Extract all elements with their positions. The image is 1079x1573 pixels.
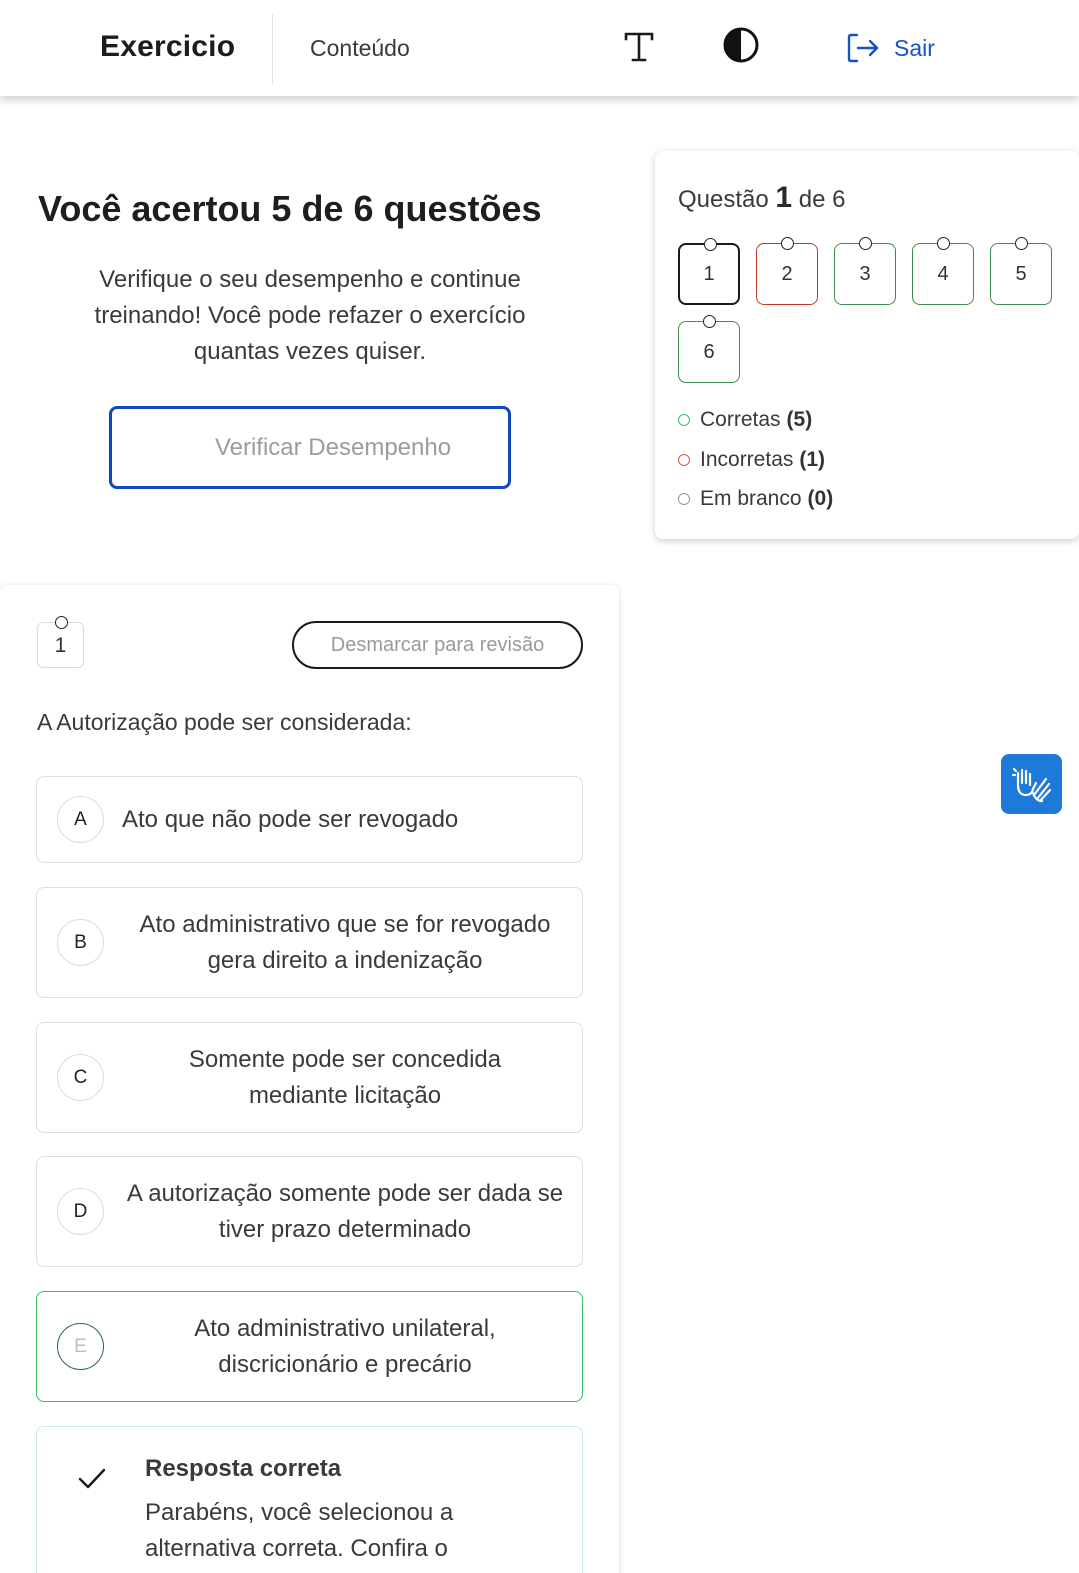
option-text: Ato que não pode ser revogado bbox=[122, 805, 459, 833]
correct-indicator-icon bbox=[678, 414, 690, 426]
question-nav-button-5[interactable] bbox=[990, 243, 1052, 305]
review-marker-icon bbox=[781, 237, 794, 250]
option-text: Ato administrativo que se for revogado gera direito a indenização bbox=[139, 910, 551, 974]
option-e[interactable] bbox=[36, 1291, 583, 1402]
question-nav-button-4[interactable] bbox=[912, 243, 974, 305]
question-number: 1 bbox=[54, 634, 67, 657]
top-header bbox=[0, 0, 1079, 96]
question-number-badge bbox=[37, 622, 84, 668]
question-nav-label: 2 bbox=[781, 262, 793, 285]
option-letter: D bbox=[57, 1188, 104, 1235]
brand-title: Exercicio bbox=[100, 30, 236, 63]
question-nav-label: 1 bbox=[703, 262, 715, 285]
question-nav-label: 4 bbox=[937, 262, 949, 285]
question-counter-current: 1 bbox=[775, 181, 793, 214]
review-marker-icon bbox=[55, 616, 68, 629]
legend-label: Em branco bbox=[700, 487, 802, 510]
option-letter: B bbox=[57, 919, 104, 966]
sign-language-button[interactable] bbox=[1001, 754, 1062, 814]
feedback-text: Parabéns, você selecionou a alternativa correta. Confira o bbox=[145, 1499, 454, 1562]
review-marker-icon bbox=[1015, 237, 1028, 250]
blank-indicator-icon bbox=[678, 493, 690, 505]
incorrect-indicator-icon bbox=[678, 454, 690, 466]
legend-incorrect bbox=[678, 448, 825, 472]
option-c[interactable] bbox=[36, 1022, 583, 1133]
legend-blank bbox=[678, 487, 833, 511]
result-description: Verifique o seu desempenho e continue treinando! Você pode refazer o exercício quantas vezes quiser. bbox=[94, 266, 526, 365]
question-counter-prefix: Questão bbox=[678, 186, 769, 213]
unmark-review-button[interactable]: Desmarcar para revisão bbox=[292, 621, 583, 669]
question-card bbox=[0, 585, 619, 1573]
option-letter: E bbox=[57, 1323, 104, 1370]
logout-button[interactable] bbox=[846, 30, 935, 66]
option-d[interactable] bbox=[36, 1156, 583, 1267]
option-text: A autorização somente pode ser dada se tiver prazo determinado bbox=[126, 1179, 564, 1243]
legend-correct bbox=[678, 408, 812, 432]
question-prompt: A Autorização pode ser considerada: bbox=[37, 709, 412, 735]
review-marker-icon bbox=[703, 315, 716, 328]
logout-label: Sair bbox=[894, 34, 935, 61]
question-nav-button-3[interactable] bbox=[834, 243, 896, 305]
logout-icon bbox=[846, 32, 880, 64]
contrast-toggle-button[interactable] bbox=[722, 26, 760, 64]
question-nav-button-1[interactable] bbox=[678, 243, 740, 305]
option-text: Ato administrativo unilateral, discricionário e precário bbox=[194, 1314, 496, 1378]
question-nav-label: 6 bbox=[703, 340, 715, 363]
option-letter: A bbox=[57, 796, 104, 843]
result-title: Você acertou 5 de 6 questões bbox=[38, 188, 542, 229]
question-counter bbox=[678, 181, 845, 215]
review-marker-icon bbox=[859, 237, 872, 250]
question-nav-label: 5 bbox=[1015, 262, 1027, 285]
legend-count: (1) bbox=[799, 448, 826, 471]
option-a[interactable] bbox=[36, 776, 583, 863]
option-letter: C bbox=[57, 1054, 104, 1101]
font-size-button[interactable] bbox=[620, 26, 658, 66]
question-navigator-card bbox=[655, 151, 1079, 539]
text-size-icon bbox=[620, 26, 658, 66]
checkmark-icon bbox=[77, 1467, 107, 1491]
verify-performance-button[interactable]: Verificar Desempenho bbox=[109, 406, 511, 489]
legend-count: (5) bbox=[786, 408, 813, 431]
question-nav-label: 3 bbox=[859, 262, 871, 285]
option-b[interactable] bbox=[36, 887, 583, 998]
feedback-title: Resposta correta bbox=[145, 1455, 342, 1482]
legend-count: (0) bbox=[807, 487, 834, 510]
option-text: Somente pode ser concedida mediante licitação bbox=[188, 1045, 502, 1109]
header-divider bbox=[272, 14, 273, 84]
answer-feedback bbox=[36, 1426, 583, 1573]
question-counter-suffix: de 6 bbox=[798, 186, 846, 213]
legend-label: Incorretas bbox=[700, 448, 794, 471]
review-marker-icon bbox=[704, 238, 717, 251]
legend-label: Corretas bbox=[700, 408, 781, 431]
question-nav-button-6[interactable] bbox=[678, 321, 740, 383]
sign-language-hands-icon bbox=[1012, 765, 1052, 803]
contrast-icon bbox=[722, 26, 760, 64]
question-nav-button-2[interactable] bbox=[756, 243, 818, 305]
review-marker-icon bbox=[937, 237, 950, 250]
nav-content-link[interactable]: Conteúdo bbox=[310, 35, 410, 61]
